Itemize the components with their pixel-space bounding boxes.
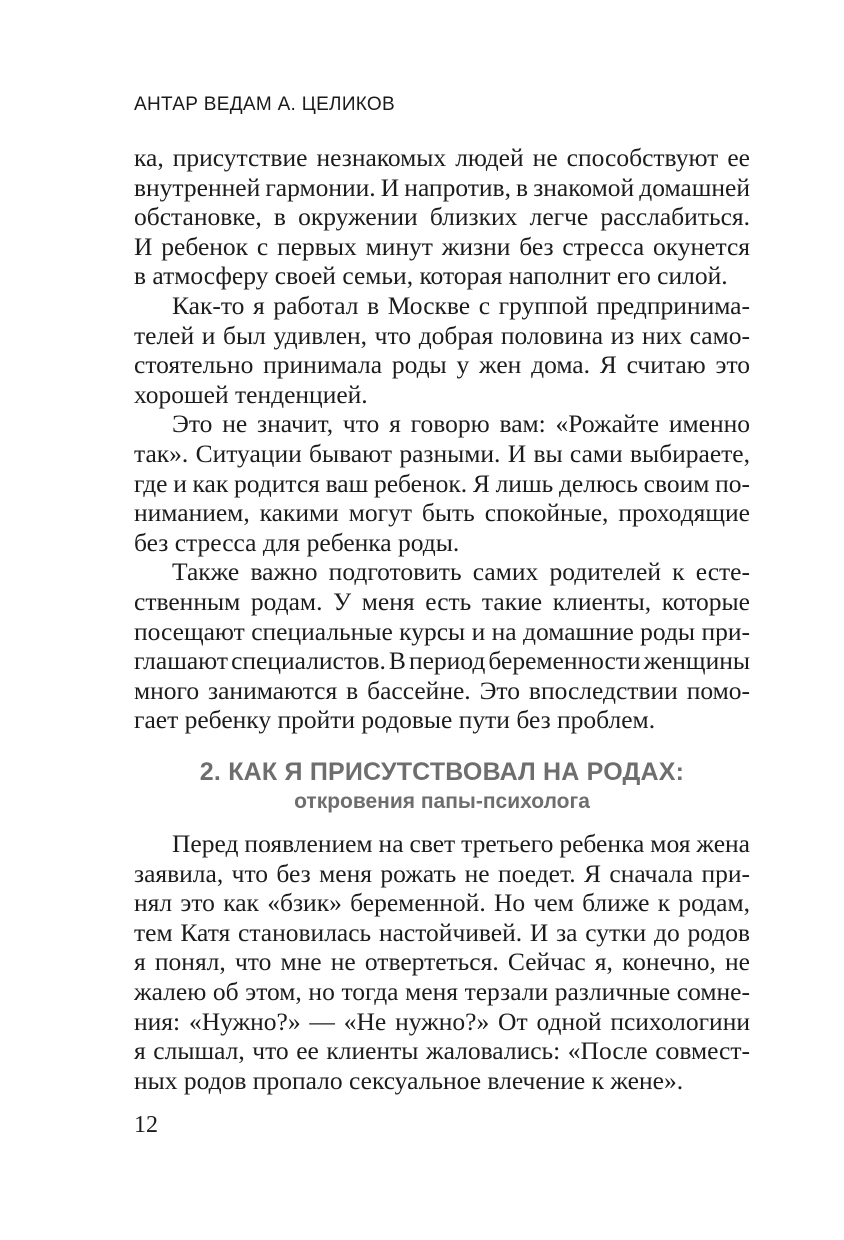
section-title: 2. КАК Я ПРИСУТСТВОВАЛ НА РОДАХ:	[199, 758, 685, 786]
text-line: ния: «Нужно?» — «Не нужно?» От одной психологини	[134, 1006, 750, 1036]
section-heading	[134, 756, 750, 816]
text-line: без стресса для ребенка роды.	[134, 527, 460, 557]
page-number: 12	[134, 1112, 158, 1138]
text-line: обстановке, в окружении близких легче расслабиться.	[134, 202, 750, 232]
text-line: я слышал, что ее клиенты жаловались: «После совмест-	[134, 1036, 750, 1066]
text-line: заявила, что без меня рожать не поедет. Я сначала при-	[134, 858, 750, 888]
text-line: внутренней гармонии. И напротив, в знакомой домашней	[134, 172, 750, 202]
text-line: так». Ситуации бывают разными. И вы сами выбираете,	[134, 438, 750, 468]
text-line: Перед появлением на свет третьего ребенка моя жена	[172, 829, 750, 858]
text-line: посещают специальные курсы и на домашние роды при-	[134, 616, 750, 646]
text-line: я понял, что мне не отвертеться. Сейчас я, конечно, не	[134, 947, 750, 977]
text-line: гает ребенку пройти родовые пути без проблем.	[134, 705, 656, 735]
text-line: тем Катя становилась настойчивей. И за сутки до родов	[134, 917, 750, 947]
text-line: стоятельно принимала роды у жен дома. Я считаю это	[134, 350, 750, 380]
text-line: ка, присутствие незнакомых людей не способствуют ее	[134, 143, 750, 172]
text-line: Также важно подготовить самих родителей к есте-	[172, 557, 750, 587]
text-line: жалею об этом, но тогда меня терзали различные сомне-	[134, 976, 750, 1006]
text-line: ных родов пропало сексуальное влечение к жене».	[134, 1065, 684, 1095]
text-line: ниманием, какими могут быть спокойные, проходящие	[134, 498, 750, 528]
text-line: много занимаются в бассейне. Это впоследствии помо-	[134, 675, 750, 705]
text-line: Как-то я работал в Москве с группой предпринима-	[172, 290, 750, 320]
running-head: АНТАР ВЕДАМ А. ЦЕЛИКОВ	[134, 94, 395, 115]
text-line: телей и был удивлен, что добрая половина из них само-	[134, 320, 750, 350]
text-line: Это не значит, что я говорю вам: «Рожайте именно	[172, 409, 750, 439]
text-line: ственным родам. У меня есть такие клиенты, которые	[134, 586, 750, 616]
text-line: где и как родится ваш ребенок. Я лишь делюсь своим по-	[134, 468, 750, 498]
text-block-upper	[134, 143, 750, 735]
text-line: в атмосферу своей семьи, которая наполнит его силой.	[134, 261, 728, 291]
text-line: хорошей тенденцией.	[134, 379, 368, 409]
text-line: И ребенок с первых минут жизни без стресса окунется	[134, 231, 750, 261]
text-block-lower	[134, 829, 750, 1095]
text-line: глашают специалистов. В период беременности женщины	[134, 646, 750, 676]
section-subtitle: откровения папы-психолога	[294, 790, 590, 813]
text-line: нял это как «бзик» беременной. Но чем ближе к родам,	[134, 888, 750, 918]
